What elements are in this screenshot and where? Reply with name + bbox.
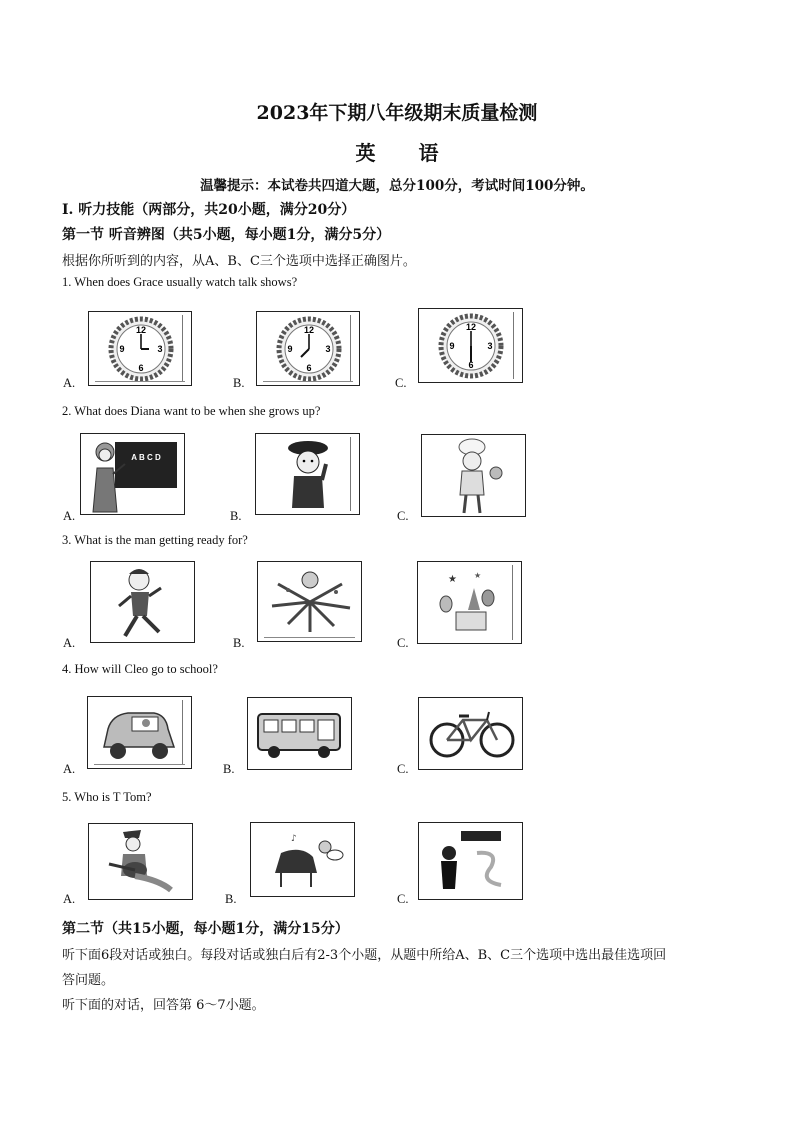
question-2: 2. What does Diana want to be when she grows up? xyxy=(62,404,321,418)
clock-numeral-6: 6 xyxy=(138,363,144,373)
clock-icon xyxy=(89,312,192,386)
section2-heading: 第二节（共15小题，每小题1分，满分15分） xyxy=(62,921,349,937)
q1-option-b-label: B. xyxy=(233,376,245,390)
q4-option-b-image[interactable] xyxy=(247,697,352,770)
question-4: 4. How will Cleo go to school? xyxy=(62,662,218,676)
bicycle-icon xyxy=(419,698,523,770)
car-icon xyxy=(88,697,192,769)
svg-text:♪: ♪ xyxy=(291,834,297,844)
clock-icon xyxy=(257,312,360,386)
q2-option-b-label: B. xyxy=(230,509,242,523)
clock-numeral-9: 9 xyxy=(119,344,125,354)
chef-icon xyxy=(422,435,526,517)
clock-numeral-3: 3 xyxy=(157,344,163,354)
blackboard-text: A B C D xyxy=(131,453,161,462)
q4-option-b-label: B. xyxy=(223,762,235,776)
part1-heading: I. 听力技能（两部分，共20小题，满分20分） xyxy=(62,202,356,218)
exam-title: 2023年下期八年级期末质量检测 xyxy=(256,102,538,124)
subject-title: 英 语 xyxy=(355,141,457,165)
section2-dialogue-intro: 听下面的对话，回答第 6～7小题。 xyxy=(62,998,265,1013)
clock-numeral-12: 12 xyxy=(135,325,147,335)
clock-numeral-12: 12 xyxy=(465,322,477,332)
q5-option-c-label: C. xyxy=(397,892,409,906)
q2-option-c-label: C. xyxy=(397,509,409,523)
clock-numeral-6: 6 xyxy=(306,363,312,373)
q5-option-a-label: A. xyxy=(63,892,76,906)
q2-option-b-image[interactable] xyxy=(255,433,360,515)
q2-option-a-image[interactable] xyxy=(80,433,185,515)
q1-option-a-image[interactable] xyxy=(88,311,192,386)
q4-option-c-image[interactable] xyxy=(418,697,523,770)
section2-instruction-line2: 答问题。 xyxy=(62,973,115,988)
clock-numeral-3: 3 xyxy=(325,344,331,354)
bus-icon xyxy=(248,698,352,770)
police-officer-icon xyxy=(256,434,360,515)
q5-option-b-label: B. xyxy=(225,892,237,906)
svg-text:★: ★ xyxy=(474,571,482,580)
q3-option-b-image[interactable] xyxy=(257,561,362,642)
q3-option-a-image[interactable] xyxy=(90,561,195,643)
guitar-player-icon xyxy=(89,824,193,900)
clock-numeral-9: 9 xyxy=(287,344,293,354)
teacher-icon xyxy=(81,434,185,515)
q4-option-a-label: A. xyxy=(63,762,76,776)
q1-option-b-image[interactable] xyxy=(256,311,360,386)
q5-option-b-image[interactable] xyxy=(250,822,355,897)
q3-option-b-label: B. xyxy=(233,636,245,650)
clock-icon xyxy=(419,309,523,383)
q1-option-c-image[interactable] xyxy=(418,308,523,383)
q1-option-a-label: A. xyxy=(63,376,76,390)
q2-option-c-image[interactable] xyxy=(421,434,526,517)
question-1: 1. When does Grace usually watch talk shows? xyxy=(62,275,298,289)
clock-numeral-6: 6 xyxy=(468,360,474,370)
fireworks-icon xyxy=(258,562,362,642)
running-boy-icon xyxy=(91,562,195,643)
singer-icon xyxy=(419,823,523,900)
clock-numeral-12: 12 xyxy=(303,325,315,335)
q5-option-a-image[interactable] xyxy=(88,823,193,900)
section1-heading: 第一节 听音辨图（共5小题，每小题1分，满分5分） xyxy=(62,227,391,243)
question-5: 5. Who is T Tom? xyxy=(62,790,152,804)
section2-instruction-line1: 听下面6段对话或独白。每段对话或独白后有2-3个小题，从题中所给A、B、C三个选项中选出最佳选项回 xyxy=(62,948,667,963)
q2-option-a-label: A. xyxy=(63,509,76,523)
question-3: 3. What is the man getting ready for? xyxy=(62,533,248,547)
svg-text:★: ★ xyxy=(448,574,457,585)
q4-option-c-label: C. xyxy=(397,762,409,776)
q3-option-c-image[interactable] xyxy=(417,561,522,644)
pianist-icon xyxy=(251,823,355,897)
exam-tip: 温馨提示：本试卷共四道大题，总分100分，考试时间100分钟。 xyxy=(200,178,594,194)
q1-option-c-label: C. xyxy=(395,376,407,390)
q3-option-c-label: C. xyxy=(397,636,409,650)
section1-instruction: 根据你所听到的内容，从A、B、C三个选项中选择正确图片。 xyxy=(62,254,416,269)
q5-option-c-image[interactable] xyxy=(418,822,523,900)
q4-option-a-image[interactable] xyxy=(87,696,192,769)
clock-numeral-3: 3 xyxy=(487,341,493,351)
party-icon xyxy=(418,562,522,644)
q3-option-a-label: A. xyxy=(63,636,76,650)
clock-numeral-9: 9 xyxy=(449,341,455,351)
